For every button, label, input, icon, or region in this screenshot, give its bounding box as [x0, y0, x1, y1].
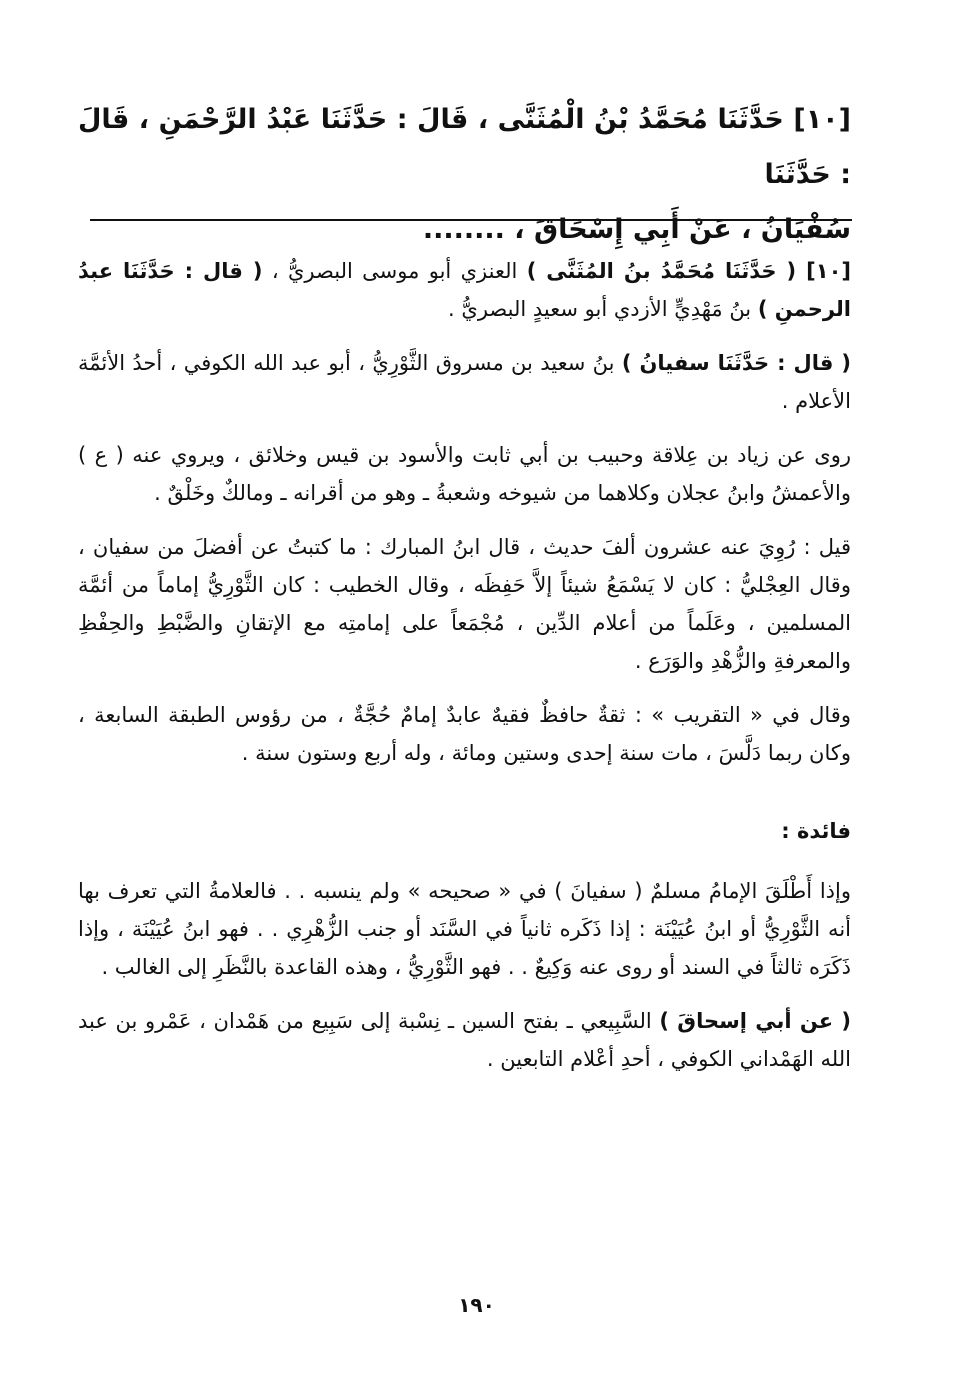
hadith-line: [78, 92, 851, 202]
hadith-line-1: [١٠] حَدَّثَنَا مُحَمَّدُ بْنُ الْمُثَنَّى ، قَالَ : حَدَّثَنَا عَبْدُ الرَّحْمَنِ ، قَالَ : حَدَّثَنَا: [78, 104, 851, 190]
page-number: ١٩٠: [458, 1293, 495, 1317]
commentary-paragraph-1: [78, 252, 851, 328]
narrator-quote: ( عن أبي إسحاقَ ): [659, 1009, 851, 1033]
narrator-quote: ( قال : حَدَّثَنَا سفيانُ ): [621, 351, 852, 375]
commentary: [78, 252, 851, 1094]
commentary-paragraph-4: قيل : رُوِيَ عنه عشرون ألفَ حديث ، قال ابنُ المبارك : ما كتبتُ عن أفضلَ من سفيان ، وقال العِجْليُّ : كان لا يَسْمَعُ شيئاً إلاَّ حَفِظَه ، وقال الخطيب : كان الثَّوْرِيُّ إماماً من أئمَّة المسلمين ، وعَلَماً من أعلام الدِّين ، مُجْمَعاً على إمامتِه مع الإتقانِ والضَّبْطِ والحِفْظِ والمعرفةِ والزُّهْدِ والوَرَع .: [78, 535, 851, 673]
narrator-note: السَّبِيعي ـ بفتح السين ـ نِسْبة إلى سَبِيع من هَمْدان ، عَمْرو بن عبد الله الهَمْداني الكوفي ، أحدِ أعْلام التابعين .: [78, 1009, 851, 1071]
narrator-quote: ( قال : حَدَّثَنَا عبدُ الرحمنِ ): [78, 259, 851, 321]
commentary-paragraph-2: [78, 344, 851, 420]
section-divider: [90, 219, 852, 221]
narrator-quote: [١٠] ( حَدَّثَنَا مُحَمَّدُ بنُ المُثَنَّى ): [526, 259, 851, 283]
narrator-note: العنزي أبو موسى البصريُّ ،: [262, 259, 527, 283]
ellipsis-dots: ........: [422, 214, 505, 245]
commentary-paragraph-6: وإذا أَطْلَقَ الإمامُ مسلمٌ ( سفيانَ ) في « صحيحه » ولم ينسبه . . فالعلامةُ التي تعرف بها أنه الثَّوْرِيُّ أو ابنُ عُيَيْنَة : إذا ذَكَره ثانياً في السَّنَد أو جنب الزُّهْرِي . . فهو ابنُ عُيَيْنَة ، وإذا ذَكَرَه ثالثاً في السند أو روى عنه وَكِيعٌ . . فهو الثَّوْرِيُّ ، وهذه القاعدة بالنَّظَرِ إلى الغالب .: [78, 879, 851, 979]
narrator-note: بنُ مَهْدِيٍّ الأزدي أبو سعيدٍ البصريُّ .: [448, 297, 758, 321]
commentary-paragraph-7: [78, 1002, 851, 1078]
hadith-text: [78, 92, 851, 257]
section-heading: فائدة :: [781, 819, 851, 843]
hadith-line: [78, 202, 851, 257]
commentary-paragraph-5: وقال في « التقريب » : ثقةٌ حافظٌ فقيهٌ عابدٌ إمامٌ حُجَّةٌ ، من رؤوس الطبقة السابعة ، وكان ربما دَلَّسَ ، مات سنة إحدى وستين ومائة ، وله أربع وستون سنة .: [78, 703, 851, 765]
hadith-line-2: سُفْيَانُ ، عَنْ أَبِي إِسْحَاقَ ،: [514, 214, 851, 245]
narrator-note: بنُ سعيد بن مسروق الثَّوْرِيُّ ، أبو عبد الله الكوفي ، أحدُ الأئمَّة الأعلام .: [78, 351, 851, 413]
commentary-paragraph-3: روى عن زياد بن عِلاقة وحبيب بن أبي ثابت والأسود بن قيس وخلائق ، ويروي عنه ( ع ) والأعمشُ وابنُ عجلان وكلاهما من شيوخه وشعبةُ ـ وهو من أقرانه ـ ومالكٌ وخَلْقٌ .: [78, 443, 851, 505]
